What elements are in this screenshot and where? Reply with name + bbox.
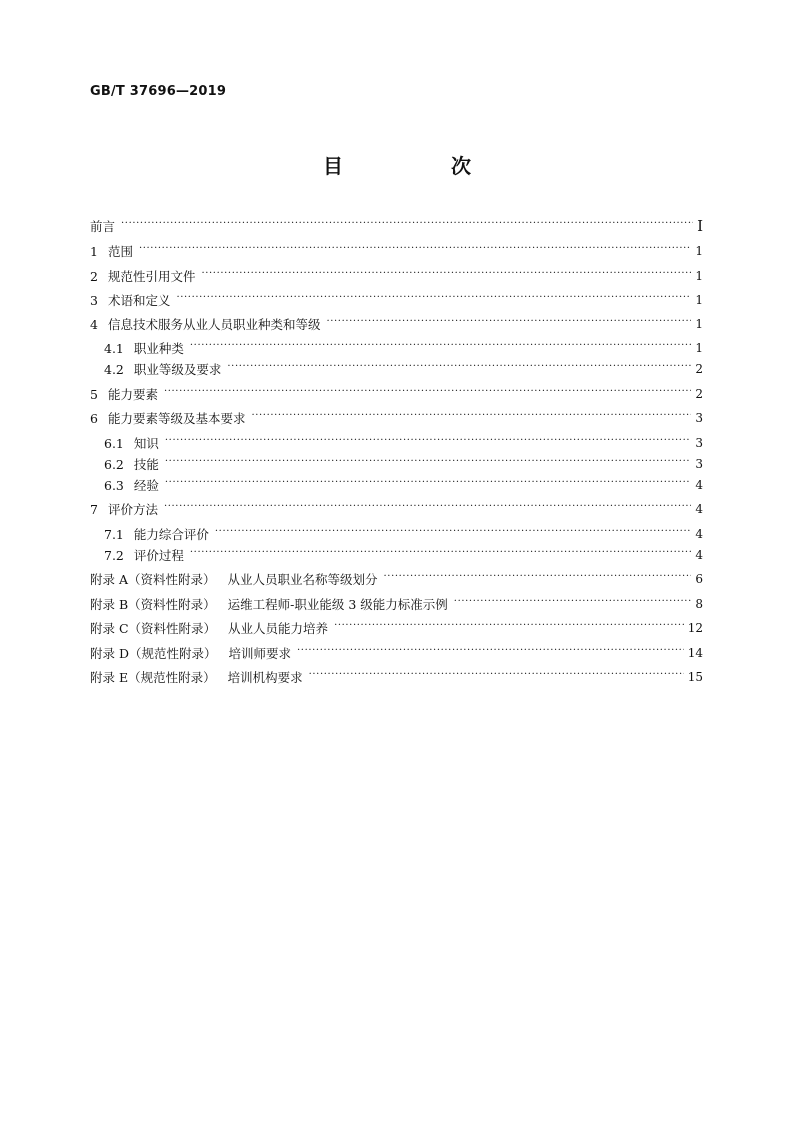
toc-appendix-label: 附录 C（资料性附录） <box>90 621 217 636</box>
toc-entry[interactable] <box>90 643 703 663</box>
toc-page-number: 4 <box>695 548 703 562</box>
toc-page-number: 3 <box>695 457 703 471</box>
toc-page-number: 2 <box>695 387 703 401</box>
dot-leader <box>190 545 691 565</box>
toc-entry-number: 3 <box>90 293 98 308</box>
page-title: 目 次 <box>323 154 515 178</box>
toc-entry-title: 评价方法 <box>107 502 158 517</box>
dot-leader <box>190 338 691 358</box>
toc-entry[interactable] <box>104 475 703 495</box>
dot-leader <box>121 216 693 236</box>
toc-entry[interactable] <box>104 338 703 358</box>
toc-page-number: 1 <box>695 244 703 258</box>
toc-entry-title: 运维工程师-职业能级 3 级能力标准示例 <box>227 597 448 612</box>
toc-entry-number: 2 <box>90 269 98 284</box>
toc-entry-number: 7.2 <box>104 548 124 563</box>
toc-entry-title: 从业人员职业名称等级划分 <box>227 572 378 587</box>
dot-leader <box>165 454 691 474</box>
toc-entry-number: 5 <box>90 387 98 402</box>
dot-leader <box>215 524 691 544</box>
toc-entry[interactable] <box>104 433 703 453</box>
toc-entry[interactable] <box>90 241 703 261</box>
toc-entry[interactable] <box>90 667 703 687</box>
dot-leader <box>309 667 684 687</box>
toc-page-number: 3 <box>695 411 703 425</box>
toc-entry-title: 术语和定义 <box>107 293 171 308</box>
dot-leader <box>251 408 691 428</box>
toc-page-number: 1 <box>695 293 703 307</box>
toc-entry-number: 6 <box>90 411 98 426</box>
toc-entry-title: 职业种类 <box>133 341 184 356</box>
toc-entry[interactable] <box>90 314 703 334</box>
toc-entry[interactable] <box>90 384 703 404</box>
toc-entry-title: 经验 <box>133 478 159 493</box>
toc-page-number: 1 <box>695 317 703 331</box>
toc-page-number: 4 <box>695 527 703 541</box>
toc-entry-number: 7.1 <box>104 527 124 542</box>
toc-entry[interactable] <box>90 594 703 614</box>
toc-entry-number: 6.3 <box>104 478 124 493</box>
toc-page-number: 4 <box>695 502 703 516</box>
toc-entry-title: 从业人员能力培养 <box>228 621 329 636</box>
toc-entry[interactable] <box>90 216 703 236</box>
dot-leader <box>164 499 691 519</box>
toc-entry[interactable] <box>90 499 703 519</box>
toc-entry[interactable] <box>90 569 703 589</box>
toc-entry[interactable] <box>104 524 703 544</box>
toc-page-number: 12 <box>687 621 703 635</box>
dot-leader <box>176 290 691 310</box>
dot-leader <box>384 569 692 589</box>
standard-code: GB/T 37696—2019 <box>90 84 227 99</box>
toc-page-number: 1 <box>695 269 703 283</box>
toc-page-number: 15 <box>687 670 703 684</box>
toc-entry-number: 1 <box>90 244 98 259</box>
toc-entry-number: 4.2 <box>104 362 124 377</box>
toc-entry-title: 信息技术服务从业人员职业种类和等级 <box>107 317 321 332</box>
toc-entry-title: 培训机构要求 <box>227 670 303 685</box>
toc-page-number: 1 <box>695 341 703 355</box>
toc-entry-number: 6.2 <box>104 457 124 472</box>
dot-leader <box>139 241 691 261</box>
toc-entry[interactable] <box>104 454 703 474</box>
toc-entry-number: 4 <box>90 317 98 332</box>
dot-leader <box>334 618 684 638</box>
dot-leader <box>164 384 691 404</box>
dot-leader <box>297 643 684 663</box>
toc-page-number: 2 <box>695 362 703 376</box>
toc-entry-title: 培训师要求 <box>228 646 292 661</box>
dot-leader <box>227 359 691 379</box>
toc-entry-title: 能力综合评价 <box>133 527 209 542</box>
toc-page-number: Ⅰ <box>697 217 703 235</box>
toc-entry-title: 知识 <box>133 436 159 451</box>
toc-entry[interactable] <box>104 545 703 565</box>
toc-entry-title: 范围 <box>107 244 133 259</box>
toc-page-number: 3 <box>695 436 703 450</box>
toc-entry-number: 7 <box>90 502 98 517</box>
toc-entry[interactable] <box>90 618 703 638</box>
toc-page-number: 4 <box>695 478 703 492</box>
toc-entry-title: 规范性引用文件 <box>107 269 196 284</box>
toc-appendix-label: 附录 A（资料性附录） <box>90 572 216 587</box>
toc-entry-title: 评价过程 <box>133 548 184 563</box>
toc-entry-title: 能力要素等级及基本要求 <box>107 411 246 426</box>
toc-entry-number: 4.1 <box>104 341 124 356</box>
dot-leader <box>165 475 691 495</box>
toc-entry-title: 技能 <box>133 457 159 472</box>
dot-leader <box>165 433 691 453</box>
toc-appendix-label: 附录 E（规范性附录） <box>90 670 216 685</box>
toc-entry-title: 职业等级及要求 <box>133 362 222 377</box>
toc-entry[interactable] <box>90 290 703 310</box>
toc-entry[interactable] <box>90 408 703 428</box>
toc-entry-number: 6.1 <box>104 436 124 451</box>
toc-entry[interactable] <box>104 359 703 379</box>
toc-entry[interactable] <box>90 266 703 286</box>
toc-page-number: 14 <box>687 646 703 660</box>
toc-appendix-label: 附录 B（资料性附录） <box>90 597 216 612</box>
toc-page-number: 6 <box>695 572 703 586</box>
toc-page-number: 8 <box>695 597 703 611</box>
toc-appendix-label: 附录 D（规范性附录） <box>90 646 217 661</box>
toc-entry-title: 能力要素 <box>107 387 158 402</box>
dot-leader <box>201 266 691 286</box>
toc-entry-title: 前言 <box>90 219 116 234</box>
dot-leader <box>326 314 691 334</box>
dot-leader <box>454 594 692 614</box>
